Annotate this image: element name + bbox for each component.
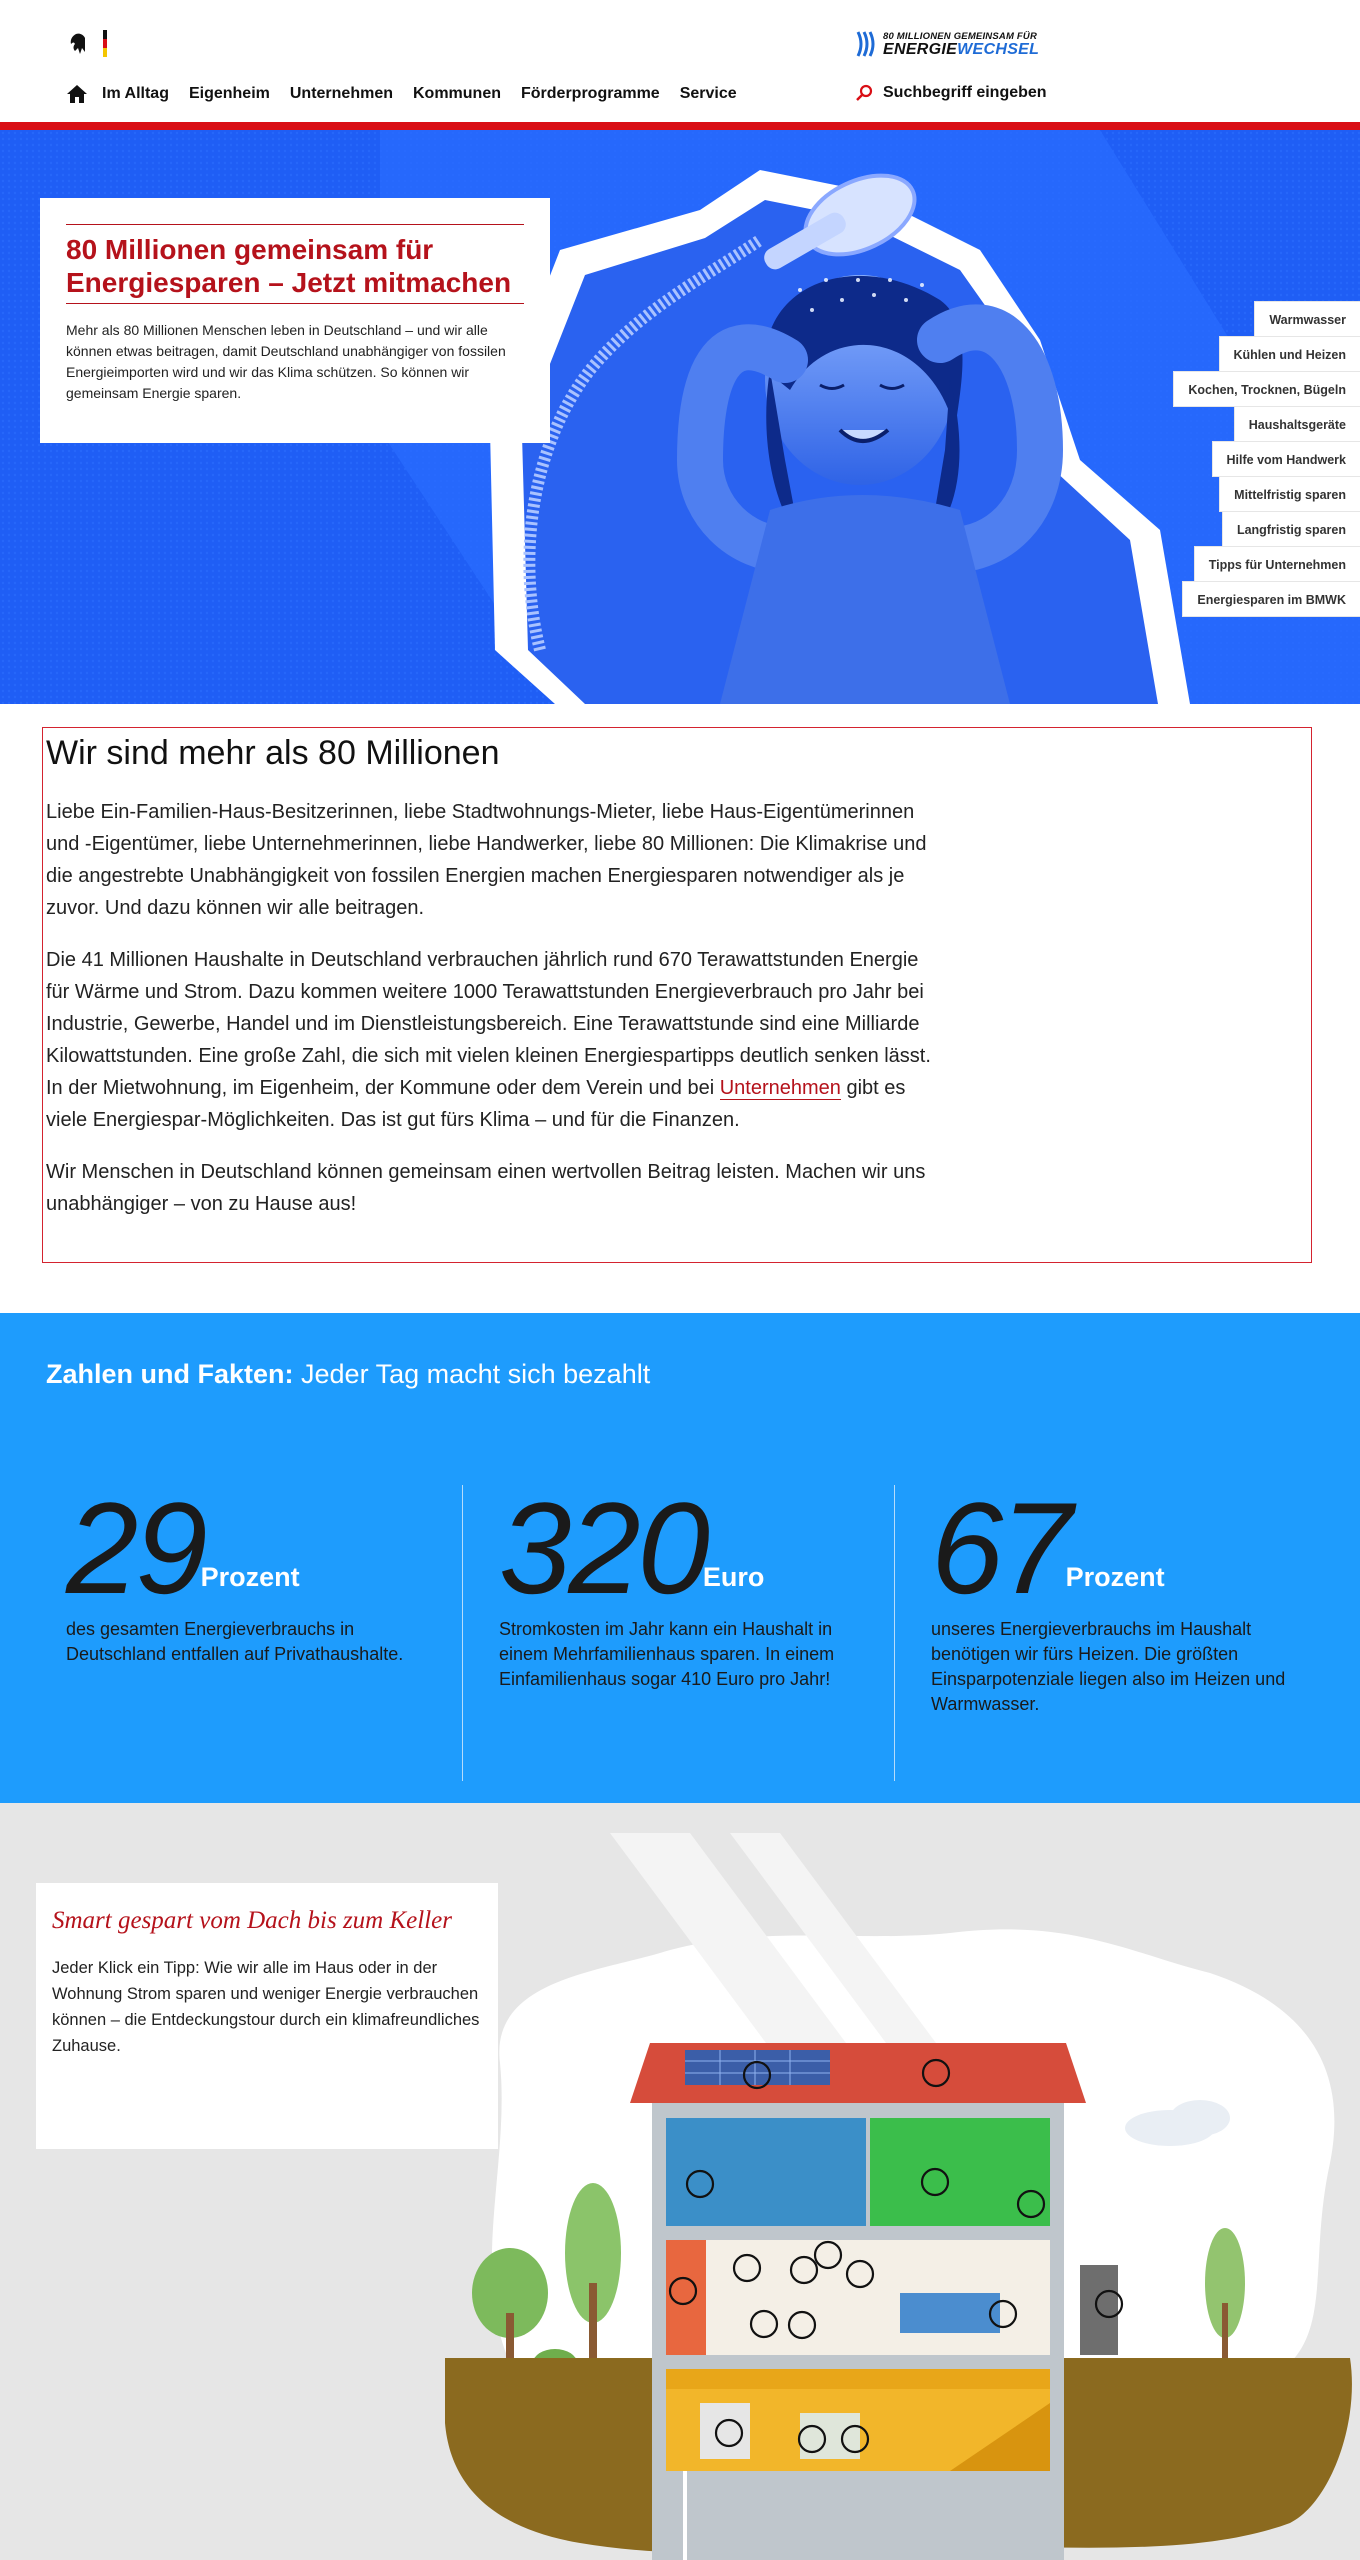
- home-icon[interactable]: [66, 84, 88, 104]
- intro-paragraph-1: Liebe Ein-Familien-Haus-Besitzerinnen, liebe Stadtwohnungs-Mieter, liebe Haus-Eigentümerinnen und -Eigentümer, liebe Unternehmerinnen, liebe Handwerker, liebe 80 Millionen: Die Klimakrise und die angestrebte Unabhängigkeit von fossilen Energien machen Energiesparen notwendiger als je zuvor. Und dazu können wir alle beitragen.: [46, 801, 927, 919]
- header-accent-line: [0, 122, 1360, 130]
- main-navigation: [66, 84, 757, 104]
- fact-description: Stromkosten im Jahr kann ein Haushalt in einem Mehrfamilienhaus sparen. In einem Einfamilienhaus sogar 410 Euro pro Jahr!: [499, 1619, 835, 1689]
- hero-title: 80 Millionen gemeinsam für Energiesparen – Jetzt mitmachen: [66, 234, 512, 298]
- interactive-house-illustration: [430, 1803, 1360, 2560]
- smart-house-card: [36, 1883, 498, 2149]
- fact-unit: Euro: [702, 1562, 765, 1592]
- topic-quicklinks: [1174, 302, 1360, 616]
- hero-banner: [0, 130, 1360, 704]
- brand-word-wechsel: WECHSEL: [957, 40, 1040, 58]
- nav-item-foerderprogramme[interactable]: Förderprogramme: [521, 85, 660, 102]
- intro-paragraph-2-text: Die 41 Millionen Haushalte in Deutschland verbrauchen jährlich rund 670 Terawattstunden Energie für Wärme und Strom. Dazu kommen weitere 1000 Terawattstunden Energieverbrauch pro Jahr bei Industrie, Gewerbe, Handel und im Dienstleistungsbereich. Eine Terawattstunde sind eine Milliarde Kilowattstunden. Eine große Zahl, die sich mit vielen kleinen Energiespartipps deutlich senken lässt. In der Mietwohnung, im Eigenheim, der Kommune oder dem Verein und bei: [46, 949, 931, 1099]
- fact-card-2: [499, 1475, 919, 1692]
- smart-house-section: [0, 1803, 1360, 2560]
- fact-description: des gesamten Energieverbrauchs in Deutschland entfallen auf Privathaushalte.: [66, 1619, 404, 1664]
- intro-paragraph-2-text-end: gibt es viele Energiespar-Möglichkeiten. Das ist gut fürs Klima – und für die Finanzen.: [46, 1077, 906, 1131]
- fact-number: 320: [499, 1475, 707, 1621]
- smart-house-description: Jeder Klick ein Tipp: Wie wir alle im Haus oder in der Wohnung Strom sparen und weniger Energie verbrauchen können – die Entdeckungstour durch ein klimafreundliches Zuhause.: [52, 1959, 480, 2055]
- nav-item-kommunen[interactable]: Kommunen: [413, 85, 501, 102]
- federal-eagle-logo-icon[interactable]: [66, 28, 114, 60]
- topic-link-unternehmen[interactable]: Tipps für Unternehmen: [1195, 547, 1360, 581]
- topic-link-kuehlen-heizen[interactable]: Kühlen und Heizen: [1220, 337, 1360, 371]
- fact-unit: Prozent: [200, 1562, 300, 1592]
- intro-paragraph-2: [46, 944, 946, 1136]
- fact-divider: [462, 1485, 463, 1781]
- topic-link-warmwasser[interactable]: Warmwasser: [1255, 302, 1360, 336]
- fact-unit: Prozent: [1065, 1562, 1165, 1592]
- energiewechsel-bars-icon: [855, 30, 877, 58]
- search-field[interactable]: [855, 84, 1047, 102]
- intro-heading: Wir sind mehr als 80 Millionen: [46, 734, 500, 772]
- topic-link-hilfe-handwerk[interactable]: Hilfe vom Handwerk: [1213, 442, 1360, 476]
- intro-paragraph-3: Wir Menschen in Deutschland können gemeinsam einen wertvollen Beitrag leisten. Machen wir uns unabhängiger – von zu Hause aus!: [46, 1161, 926, 1215]
- carousel-indicator[interactable]: [532, 671, 546, 685]
- topic-link-langfristig[interactable]: Langfristig sparen: [1223, 512, 1360, 546]
- intro-section: [42, 727, 1312, 1263]
- campaign-logo[interactable]: [855, 30, 1039, 58]
- nav-item-eigenheim[interactable]: Eigenheim: [188, 85, 270, 102]
- topic-link-mittelfristig[interactable]: Mittelfristig sparen: [1220, 477, 1360, 511]
- brand-wordmark: [883, 42, 1039, 58]
- nav-item-service[interactable]: Service: [679, 85, 737, 102]
- hero-title-rule-top: [66, 224, 524, 225]
- fact-description: unseres Energieverbrauchs im Haushalt benötigen wir fürs Heizen. Die größten Einsparpotenziale liegen also im Heizen und Warmwasser.: [931, 1619, 1286, 1714]
- unternehmen-link[interactable]: Unternehmen: [719, 1077, 841, 1099]
- topic-link-bmwk[interactable]: Energiesparen im BMWK: [1183, 582, 1360, 616]
- facts-title-rest: Jeder Tag macht sich bezahlt: [293, 1359, 651, 1389]
- hero-intro-card: [40, 198, 550, 443]
- fact-number: 29: [66, 1475, 205, 1621]
- topic-link-haushaltsgeraete[interactable]: Haushaltsgeräte: [1235, 407, 1360, 441]
- fact-divider: [894, 1485, 895, 1781]
- brand-tagline: 80 MILLIONEN GEMEINSAM FÜR: [883, 30, 1038, 42]
- nav-item-unternehmen[interactable]: Unternehmen: [289, 85, 393, 102]
- nav-item-im-alltag[interactable]: Im Alltag: [102, 85, 169, 102]
- hero-description: Mehr als 80 Millionen Menschen leben in Deutschland – und wir alle können etwas beitragen, damit Deutschland unabhängiger von fossilen Energieimporten wird und wir das Klima schützen. So können wir gemeinsam Energie sparen.: [66, 322, 506, 401]
- search-icon[interactable]: [855, 84, 873, 102]
- facts-title: [46, 1359, 650, 1390]
- facts-section: [0, 1313, 1360, 1803]
- topic-link-kochen-trocknen-buegeln[interactable]: Kochen, Trocknen, Bügeln: [1174, 372, 1360, 406]
- brand-word-energie: ENERGIE: [883, 40, 958, 58]
- site-header: [0, 0, 1360, 130]
- fact-card-3: [931, 1475, 1351, 1717]
- smart-house-title: Smart gespart vom Dach bis zum Keller: [52, 1907, 452, 1934]
- hero-title-rule-bottom: [66, 303, 524, 304]
- facts-title-bold: Zahlen und Fakten:: [46, 1359, 294, 1389]
- search-placeholder[interactable]: Suchbegriff eingeben: [883, 84, 1047, 101]
- fact-card-1: [66, 1475, 486, 1667]
- fact-number: 67: [931, 1475, 1070, 1621]
